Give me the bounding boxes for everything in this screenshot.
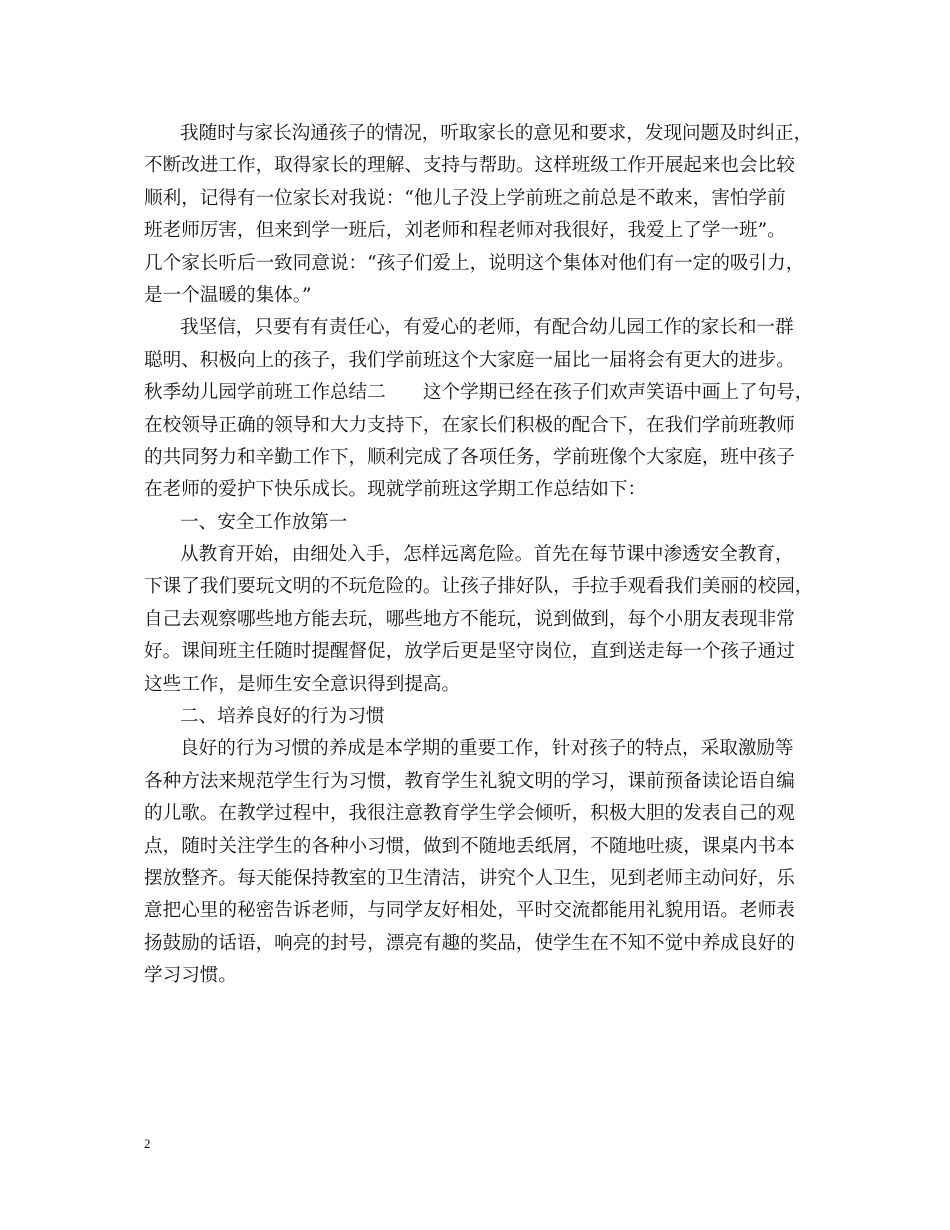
- text-line: 意把心里的秘密告诉老师，与同学友好相处，平时交流都能用礼貌用语。老师表: [144, 900, 795, 922]
- text-line: 在校领导正确的领导和大力支持下，在家长们积极的配合下，在我们学前班教师: [144, 414, 795, 436]
- text-line: 自己去观察哪些地方能去玩，哪些地方不能玩，说到做到，每个小朋友表现非常: [144, 608, 795, 630]
- text-line: 从教育开始，由细处入手，怎样远离危险。首先在每节课中渗透安全教育，: [180, 544, 794, 566]
- text-line: 各种方法来规范学生行为习惯，教育学生礼貌文明的学习，课前预备读论语自编: [144, 770, 795, 792]
- text-line: 好。课间班主任随时提醒督促，放学后更是坚守岗位，直到送走每一个孩子通过: [144, 641, 795, 663]
- text-line: 摆放整齐。每天能保持教室的卫生清洁，讲究个人卫生，见到老师主动问好，乐: [144, 867, 795, 889]
- text-line: 这些工作，是师生安全意识得到提高。: [144, 673, 461, 695]
- text-line: 点，随时关注学生的各种小习惯，做到不随地丢纸屑，不随地吐痰，课桌内书本: [144, 835, 795, 857]
- text-line: 秋季幼儿园学前班工作总结二 这个学期已经在孩子们欢声笑语中画上了句号，: [144, 382, 814, 404]
- text-line: 不断改进工作，取得家长的理解、支持与帮助。这样班级工作开展起来也会比较: [144, 155, 795, 177]
- text-line: 几个家长听后一致同意说：“孩子们爱上，说明这个集体对他们有一定的吸引力，: [144, 252, 805, 274]
- text-line: 我随时与家长沟通孩子的情况，听取家长的意见和要求，发现问题及时纠正，: [180, 123, 813, 144]
- document-body: [144, 118, 812, 993]
- text-line: 班老师厉害，但来到学一班后，刘老师和程老师对我很好，我爱上了学一班”。: [144, 220, 786, 242]
- text-line: 聪明、积极向上的孩子，我们学前班这个大家庭一届比一届将会有更大的进步。: [144, 349, 795, 371]
- text-line: 我坚信，只要有有责任心，有爱心的老师，有配合幼儿园工作的家长和一群: [180, 317, 794, 339]
- text-line: 的儿歌。在教学过程中，我很注意教育学生学会倾听，积极大胆的发表自己的观: [144, 803, 795, 825]
- text-line: 顺利，记得有一位家长对我说：“他儿子没上学前班之前总是不敢来，害怕学前: [144, 187, 786, 209]
- text-line: 下课了我们要玩文明的不玩危险的。让孩子排好队，手拉手观看我们美丽的校园，: [144, 576, 814, 598]
- text-line: 学习习惯。: [144, 965, 237, 987]
- text-line: 二、培养良好的行为习惯: [180, 706, 385, 728]
- page-number: 2: [144, 1136, 151, 1151]
- text-line: 扬鼓励的话语，响亮的封号，漂亮有趣的奖品，使学生在不知不觉中养成良好的: [144, 932, 795, 954]
- text-line: 一、安全工作放第一: [180, 511, 348, 533]
- text-line: 在老师的爱护下快乐成长。现就学前班这学期工作总结如下：: [144, 479, 647, 501]
- text-line: 的共同努力和辛勤工作下，顺利完成了各项任务，学前班像个大家庭，班中孩子: [144, 446, 795, 468]
- text-line: 良好的行为习惯的养成是本学期的重要工作，针对孩子的特点，采取激励等: [180, 738, 794, 760]
- text-line: 是一个温暖的集体。”: [144, 284, 312, 306]
